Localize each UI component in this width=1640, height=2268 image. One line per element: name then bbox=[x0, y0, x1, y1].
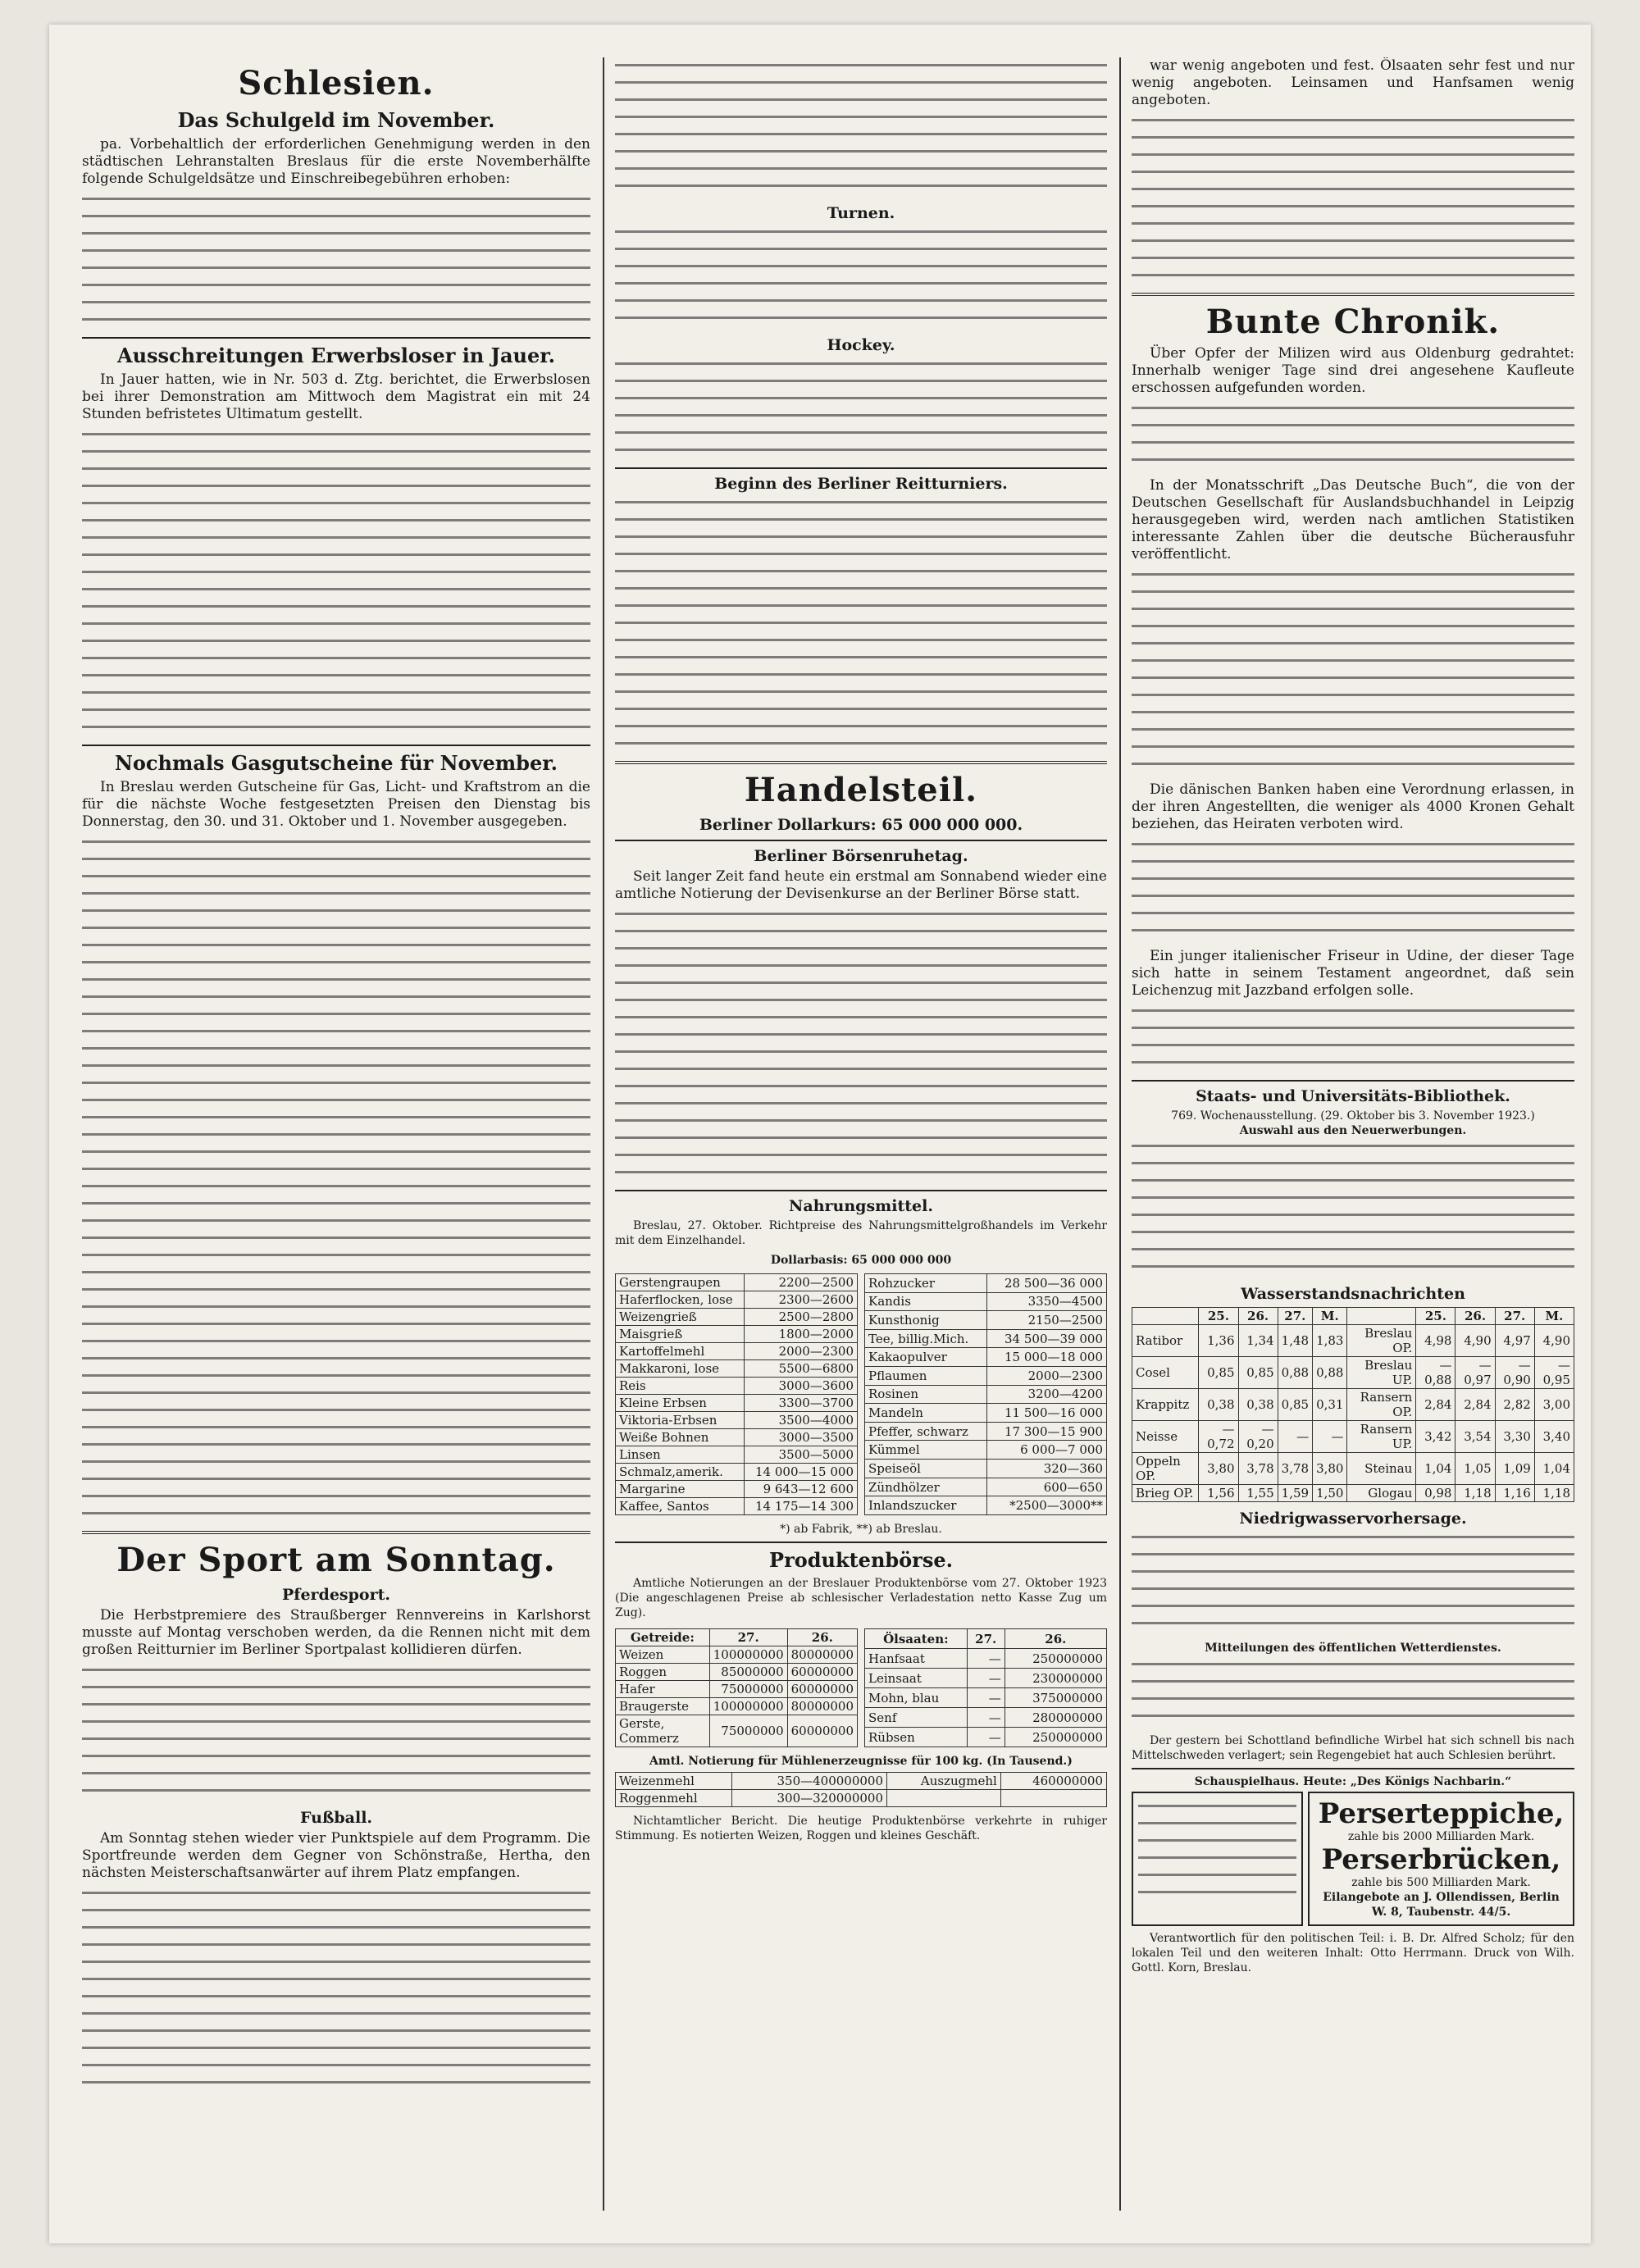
table-cell: 1,04 bbox=[1534, 1453, 1574, 1485]
table-header-cell: 27. bbox=[967, 1629, 1004, 1649]
table-row bbox=[1132, 1485, 1574, 1502]
table-row bbox=[865, 1688, 1107, 1708]
table-header-cell: 26. bbox=[1456, 1308, 1495, 1325]
table-cell: Breslau OP. bbox=[1347, 1325, 1416, 1357]
table-cell: 9 643—12 600 bbox=[745, 1481, 858, 1498]
headline-wasserstand: Wasserstandsnachrichten bbox=[1241, 1285, 1465, 1303]
table-cell: 1,18 bbox=[1534, 1485, 1574, 1502]
table-row bbox=[616, 1698, 858, 1715]
table-cell: 11 500—16 000 bbox=[986, 1404, 1106, 1423]
table-cell: Schmalz,amerik. bbox=[616, 1464, 745, 1481]
table-cell: Mandeln bbox=[865, 1404, 987, 1423]
table-cell: Zündhölzer bbox=[865, 1478, 987, 1496]
table-header-cell: 26. bbox=[787, 1629, 857, 1646]
table-cell: 250000000 bbox=[1004, 1649, 1106, 1669]
article-body bbox=[615, 496, 1107, 754]
table-cell: 3,54 bbox=[1456, 1421, 1495, 1453]
bibliothek-sub: 769. Wochenausstellung. (29. Oktober bis 3. November 1923.) bbox=[1171, 1109, 1535, 1123]
table-cell: 3300—3700 bbox=[745, 1395, 858, 1412]
table-cell: Kandis bbox=[865, 1292, 987, 1311]
article-body bbox=[82, 1664, 590, 1801]
table-cell: — bbox=[967, 1728, 1004, 1747]
table-row bbox=[865, 1649, 1107, 1669]
table-cell: Glogau bbox=[1347, 1485, 1416, 1502]
table-cell: Neisse bbox=[1132, 1421, 1199, 1453]
article-body bbox=[82, 193, 590, 330]
table-cell: Haferflocken, lose bbox=[616, 1291, 745, 1309]
schauspielhaus-notice: Schauspielhaus. Heute: „Des Königs Nachbarin.“ bbox=[1194, 1775, 1512, 1788]
headline-wetter: Mitteilungen des öffentlichen Wetterdienstes. bbox=[1205, 1642, 1501, 1655]
table-cell: 350—400000000 bbox=[732, 1773, 887, 1790]
table-cell: — bbox=[1313, 1421, 1347, 1453]
table-cell: Senf bbox=[865, 1708, 968, 1728]
table-cell: 100000000 bbox=[709, 1646, 787, 1664]
table-cell: 3,80 bbox=[1313, 1453, 1347, 1485]
food-price-table-right bbox=[864, 1273, 1107, 1515]
ad-perserteppiche bbox=[1308, 1792, 1574, 1926]
table-row bbox=[616, 1309, 858, 1326]
table-cell: 4,97 bbox=[1495, 1325, 1534, 1357]
table-cell: 230000000 bbox=[1004, 1669, 1106, 1688]
table-row bbox=[1132, 1453, 1574, 1485]
table-cell: 1,56 bbox=[1199, 1485, 1238, 1502]
table-cell: 4,98 bbox=[1416, 1325, 1456, 1357]
table-row bbox=[616, 1326, 858, 1343]
table-cell: Kakaopulver bbox=[865, 1348, 987, 1367]
article-body bbox=[1132, 402, 1574, 471]
table-row bbox=[1132, 1325, 1574, 1357]
article-text: In Breslau werden Gutscheine für Gas, Licht- und Kraftstrom an die für die nächste Woche festgesetzten Preisen den Dienstag bis Donnerstag, den 30. und 31. Oktober und 1. November ausgegeben. bbox=[82, 779, 590, 830]
table-cell: 2000—2300 bbox=[745, 1343, 858, 1360]
table-cell: 460000000 bbox=[1000, 1773, 1106, 1790]
ad-subtitle: zahle bis 500 Milliarden Mark. bbox=[1351, 1876, 1531, 1889]
table-cell: 250000000 bbox=[1004, 1728, 1106, 1747]
table-cell: Kleine Erbsen bbox=[616, 1395, 745, 1412]
table-cell: —0,20 bbox=[1238, 1421, 1278, 1453]
article-text: Nichtamtlicher Bericht. Die heutige Produktenbörse verkehrte in ruhiger Stimmung. Es notierten Weizen, Roggen und kleines Geschäft. bbox=[615, 1815, 1107, 1842]
table-row bbox=[1132, 1389, 1574, 1421]
table-cell: 0,88 bbox=[1278, 1357, 1312, 1389]
article-text: Amtliche Notierungen an der Breslauer Produktenbörse vom 27. Oktober 1923 (Die angeschlagenen Preise ab schlesischer Verladestation netto Kasse Zug um Zug). bbox=[615, 1577, 1107, 1619]
table-cell: 3500—5000 bbox=[745, 1446, 858, 1464]
table-cell: 80000000 bbox=[787, 1698, 857, 1715]
table-cell: 3000—3600 bbox=[745, 1378, 858, 1395]
chronik-item: Über Opfer der Milizen wird aus Oldenburg gedrahtet: Innerhalb weniger Tage sind drei angesehene Kaufleute erschossen aufgefunden worden. bbox=[1132, 345, 1574, 396]
food-price-table-left bbox=[615, 1273, 858, 1515]
table-cell: Breslau UP. bbox=[1347, 1357, 1416, 1389]
chronik-item: In der Monatsschrift „Das Deutsche Buch“, die von der Deutschen Gesellschaft für Auslandsbuchhandel in Leipzig herausgegeben wird, werden nach amtlichen Statistiken interessante Zahlen über die deutsche Bücherausfuhr veröffentlicht. bbox=[1132, 477, 1574, 562]
table-header-cell: 26. bbox=[1238, 1308, 1278, 1325]
table-cell: 1800—2000 bbox=[745, 1326, 858, 1343]
table-cell: 0,98 bbox=[1416, 1485, 1456, 1502]
article-text: Der gestern bei Schottland befindliche Wirbel hat sich schnell bis nach Mittelschweden verlagert; sein Regengebiet hat auch Schlesien berührt. bbox=[1132, 1734, 1574, 1762]
table-header-cell: 26. bbox=[1004, 1629, 1106, 1649]
article-body bbox=[615, 908, 1107, 1183]
article-body bbox=[1132, 1140, 1574, 1277]
table-cell: — bbox=[967, 1708, 1004, 1728]
table-header-cell: 27. bbox=[1495, 1308, 1534, 1325]
table-cell: Speiseöl bbox=[865, 1460, 987, 1478]
column-middle bbox=[615, 57, 1107, 2211]
table-cell: 3000—3500 bbox=[745, 1429, 858, 1446]
table-cell: Brieg OP. bbox=[1132, 1485, 1199, 1502]
table-cell: 3,30 bbox=[1495, 1421, 1534, 1453]
newspaper-page bbox=[49, 25, 1591, 2243]
article-text: Seit langer Zeit fand heute ein erstmal am Sonnabend wieder eine amtliche Notierung der Devisenkurse an der Berliner Börse statt. bbox=[615, 868, 1107, 902]
table-cell: Weizengrieß bbox=[616, 1309, 745, 1326]
table-cell: 1,04 bbox=[1416, 1453, 1456, 1485]
ad-title: Perserbrücken, bbox=[1321, 1843, 1561, 1876]
table-cell: 0,31 bbox=[1313, 1389, 1347, 1421]
ad-contact: Eilangebote an J. Ollendissen, Berlin W. 8, Taubenstr. 44/5. bbox=[1323, 1891, 1560, 1919]
table-cell: 0,85 bbox=[1238, 1357, 1278, 1389]
table-header-cell: M. bbox=[1534, 1308, 1574, 1325]
table-header-cell: Getreide: bbox=[616, 1629, 710, 1646]
subhead-boersenruhetag: Berliner Börsenruhetag. bbox=[754, 847, 968, 865]
imprint: Verantwortlich für den politischen Teil: i. B. Dr. Alfred Scholz; für den lokalen Teil und den weiteren Inhalt: Otto Herrmann. Druck von Wilh. Gottl. Korn, Breslau. bbox=[1132, 1932, 1574, 1974]
table-cell: Reis bbox=[616, 1378, 745, 1395]
table-cell: 75000000 bbox=[709, 1715, 787, 1747]
muehle-title: Amtl. Notierung für Mühlenerzeugnisse für 100 kg. (In Tausend.) bbox=[649, 1755, 1073, 1768]
table-header-cell: 25. bbox=[1416, 1308, 1456, 1325]
table-cell: 14 000—15 000 bbox=[745, 1464, 858, 1481]
table-cell: Leinsaat bbox=[865, 1669, 968, 1688]
table-row bbox=[616, 1274, 858, 1291]
table-row bbox=[616, 1412, 858, 1429]
table-cell: 34 500—39 000 bbox=[986, 1329, 1106, 1348]
table-row bbox=[616, 1664, 858, 1681]
article-body bbox=[615, 225, 1107, 329]
table-cell: 3200—4200 bbox=[986, 1385, 1106, 1404]
table-row bbox=[865, 1274, 1107, 1293]
article-text: Die Herbstpremiere des Straußberger Rennvereins in Karlshorst musste auf Montag verschoben werden, da die Rennen nicht mit dem großen Reitturnier im Berliner Sportpalast kollidieren dürfen. bbox=[82, 1607, 590, 1658]
table-cell: Tee, billig.Mich. bbox=[865, 1329, 987, 1348]
table-header-cell: M. bbox=[1313, 1308, 1347, 1325]
table-row bbox=[616, 1464, 858, 1481]
table-cell: 300—320000000 bbox=[732, 1790, 887, 1807]
table-row bbox=[616, 1378, 858, 1395]
headline-schulgeld: Das Schulgeld im November. bbox=[177, 108, 495, 132]
table-cell: 2,82 bbox=[1495, 1389, 1534, 1421]
oelsaaten-table bbox=[864, 1628, 1107, 1747]
table-cell: Makkaroni, lose bbox=[616, 1360, 745, 1378]
table-cell: 0,85 bbox=[1278, 1389, 1312, 1421]
table-cell: 3,42 bbox=[1416, 1421, 1456, 1453]
table-cell bbox=[1000, 1790, 1106, 1807]
table-cell: Braugerste bbox=[616, 1698, 710, 1715]
table-cell: —0,97 bbox=[1456, 1357, 1495, 1389]
table-cell: — bbox=[967, 1669, 1004, 1688]
subhead-hockey: Hockey. bbox=[827, 336, 895, 354]
table-row bbox=[616, 1429, 858, 1446]
table-cell: 60000000 bbox=[787, 1681, 857, 1698]
article-body bbox=[1132, 114, 1574, 286]
headline-gasgutscheine: Nochmals Gasgutscheine für November. bbox=[114, 751, 558, 775]
table-cell: —0,95 bbox=[1534, 1357, 1574, 1389]
table-row bbox=[616, 1715, 858, 1747]
table-cell: Steinau bbox=[1347, 1453, 1416, 1485]
table-row bbox=[616, 1291, 858, 1309]
table-row bbox=[865, 1422, 1107, 1441]
dollarkurs: Berliner Dollarkurs: 65 000 000 000. bbox=[699, 816, 1023, 834]
headline-ausschreitungen: Ausschreitungen Erwerbsloser in Jauer. bbox=[116, 344, 556, 367]
getreide-table bbox=[615, 1628, 858, 1747]
table-cell: 4,90 bbox=[1456, 1325, 1495, 1357]
table-row bbox=[865, 1669, 1107, 1688]
article-text: Am Sonntag stehen wieder vier Punktspiele auf dem Programm. Die Sportfreunde werden dem Gegner von Schönstraße, Hertha, den nächsten Meisterschaftsanwärter auf ihrem Platz empfangen. bbox=[82, 1830, 590, 1881]
table-row bbox=[616, 1343, 858, 1360]
table-cell: 4,90 bbox=[1534, 1325, 1574, 1357]
table-cell: 75000000 bbox=[709, 1681, 787, 1698]
table-cell: 2,84 bbox=[1416, 1389, 1456, 1421]
table-cell: 375000000 bbox=[1004, 1688, 1106, 1708]
table-header-cell bbox=[1347, 1308, 1416, 1325]
article-text: Breslau, 27. Oktober. Richtpreise des Nahrungsmittelgroßhandels im Verkehr mit dem Einzelhandel. bbox=[615, 1219, 1107, 1247]
article-body bbox=[82, 836, 590, 1524]
table-cell: Ratibor bbox=[1132, 1325, 1199, 1357]
table-cell: Pflaumen bbox=[865, 1367, 987, 1386]
table-cell: 100000000 bbox=[709, 1698, 787, 1715]
headline-bibliothek: Staats- und Universitäts-Bibliothek. bbox=[1196, 1087, 1510, 1105]
section-title-handelsteil: Handelsteil. bbox=[744, 771, 978, 809]
table-cell bbox=[887, 1790, 1001, 1807]
table-cell: 1,59 bbox=[1278, 1485, 1312, 1502]
table-cell: Gerstengraupen bbox=[616, 1274, 745, 1291]
table-row bbox=[865, 1441, 1107, 1460]
subhead-reitturnier: Beginn des Berliner Reitturniers. bbox=[714, 475, 1008, 493]
article-body bbox=[615, 59, 1107, 197]
table-row bbox=[865, 1708, 1107, 1728]
subhead-fussball: Fußball. bbox=[299, 1809, 373, 1827]
weather-table bbox=[1132, 1658, 1574, 1727]
table-cell: 17 300—15 900 bbox=[986, 1422, 1106, 1441]
table-cell: 2000—2300 bbox=[986, 1367, 1106, 1386]
table-row bbox=[865, 1348, 1107, 1367]
subhead-nahrungsmittel: Nahrungsmittel. bbox=[789, 1197, 933, 1215]
table-cell: Ransern OP. bbox=[1347, 1389, 1416, 1421]
table-cell: 1,83 bbox=[1313, 1325, 1347, 1357]
table-cell: 0,88 bbox=[1313, 1357, 1347, 1389]
table-cell: 1,16 bbox=[1495, 1485, 1534, 1502]
table-cell: 3350—4500 bbox=[986, 1292, 1106, 1311]
table-cell: Kunsthonig bbox=[865, 1311, 987, 1330]
table-cell: Margarine bbox=[616, 1481, 745, 1498]
article-body bbox=[1132, 568, 1574, 775]
table-row bbox=[865, 1728, 1107, 1747]
table-cell: 28 500—36 000 bbox=[986, 1274, 1106, 1293]
table-cell: 320—360 bbox=[986, 1460, 1106, 1478]
table-row bbox=[865, 1496, 1107, 1515]
table-cell: 1,09 bbox=[1495, 1453, 1534, 1485]
table-header-cell bbox=[1132, 1308, 1199, 1325]
table-cell: Roggen bbox=[616, 1664, 710, 1681]
table-cell: 1,05 bbox=[1456, 1453, 1495, 1485]
table-cell: 1,36 bbox=[1199, 1325, 1238, 1357]
table-cell: 14 175—14 300 bbox=[745, 1498, 858, 1515]
small-ads bbox=[1132, 1792, 1303, 1926]
getreide-tables bbox=[615, 1625, 1107, 1754]
table-cell: 1,48 bbox=[1278, 1325, 1312, 1357]
table-cell: 3,78 bbox=[1278, 1453, 1312, 1485]
table-row bbox=[616, 1498, 858, 1515]
table-cell: Viktoria-Erbsen bbox=[616, 1412, 745, 1429]
table-header-cell: 25. bbox=[1199, 1308, 1238, 1325]
table-cell: 60000000 bbox=[787, 1664, 857, 1681]
table-cell: Kümmel bbox=[865, 1441, 987, 1460]
table-cell: 0,38 bbox=[1238, 1389, 1278, 1421]
table-cell: 600—650 bbox=[986, 1478, 1106, 1496]
table-row bbox=[865, 1311, 1107, 1330]
table-cell: 6 000—7 000 bbox=[986, 1441, 1106, 1460]
table-cell: *2500—3000** bbox=[986, 1496, 1106, 1515]
table-row bbox=[865, 1478, 1107, 1496]
article-text: pa. Vorbehaltlich der erforderlichen Genehmigung werden in den städtischen Lehranstalten Breslaus für die erste Novemberhälfte folgende Schulgeldsätze und Einschreibegebühren erhoben: bbox=[82, 136, 590, 187]
article-body bbox=[82, 1887, 590, 2084]
table-row bbox=[865, 1292, 1107, 1311]
table-cell: Hanfsaat bbox=[865, 1649, 968, 1669]
article-text: war wenig angeboten und fest. Ölsaaten sehr fest und nur wenig angeboten. Leinsamen und Hanfsamen wenig angeboten. bbox=[1132, 57, 1574, 108]
table-row bbox=[616, 1646, 858, 1664]
forecast-table bbox=[1132, 1531, 1574, 1634]
food-price-tables bbox=[615, 1270, 1107, 1522]
table-cell: Inlandszucker bbox=[865, 1496, 987, 1515]
table-cell: —0,72 bbox=[1199, 1421, 1238, 1453]
table-cell: 1,50 bbox=[1313, 1485, 1347, 1502]
column-left bbox=[82, 57, 590, 2211]
article-body bbox=[615, 358, 1107, 461]
table-cell: 3,78 bbox=[1238, 1453, 1278, 1485]
table-row bbox=[616, 1481, 858, 1498]
chronik-item: Ein junger italienischer Friseur in Udine, der dieser Tage sich hatte in seinem Testament angeordnet, daß sein Leichenzug mit Jazzband erfolgen solle. bbox=[1132, 948, 1574, 999]
table-row bbox=[616, 1446, 858, 1464]
article-text: In Jauer hatten, wie in Nr. 503 d. Ztg. berichtet, die Erwerbslosen bei ihrer Demonstration am Mittwoch dem Magistrat ein mit 24 Stunden befristetes Ultimatum gestellt. bbox=[82, 371, 590, 422]
table-row bbox=[616, 1395, 858, 1412]
table-cell: Kaffee, Santos bbox=[616, 1498, 745, 1515]
table-cell: 80000000 bbox=[787, 1646, 857, 1664]
subhead-pferdesport: Pferdesport. bbox=[282, 1586, 390, 1604]
table-cell: Krappitz bbox=[1132, 1389, 1199, 1421]
table-cell: 0,85 bbox=[1199, 1357, 1238, 1389]
table-cell: Roggenmehl bbox=[616, 1790, 732, 1807]
table-row bbox=[1132, 1357, 1574, 1389]
table-row bbox=[865, 1329, 1107, 1348]
table-cell: 1,55 bbox=[1238, 1485, 1278, 1502]
table-header-cell: 27. bbox=[1278, 1308, 1312, 1325]
table-cell: 2500—2800 bbox=[745, 1309, 858, 1326]
column-rule bbox=[1119, 57, 1121, 2211]
table-cell: 2150—2500 bbox=[986, 1311, 1106, 1330]
table-row bbox=[616, 1773, 1107, 1790]
table-cell: Weiße Bohnen bbox=[616, 1429, 745, 1446]
table-cell: Mohn, blau bbox=[865, 1688, 968, 1708]
table-row bbox=[616, 1360, 858, 1378]
advertisement-area bbox=[1132, 1792, 1574, 1926]
table-cell: 60000000 bbox=[787, 1715, 857, 1747]
table-row bbox=[865, 1367, 1107, 1386]
table-cell: 3,40 bbox=[1534, 1421, 1574, 1453]
table-row bbox=[865, 1404, 1107, 1423]
table-cell: Rübsen bbox=[865, 1728, 968, 1747]
table-row bbox=[616, 1681, 858, 1698]
ad-subtitle: zahle bis 2000 Milliarden Mark. bbox=[1347, 1830, 1535, 1843]
headline-niedrigwasser: Niedrigwasservorhersage. bbox=[1239, 1510, 1467, 1528]
bibliothek-sub2: Auswahl aus den Neuerwerbungen. bbox=[1239, 1124, 1467, 1137]
ad-text bbox=[1138, 1800, 1296, 1903]
column-rule bbox=[603, 57, 604, 2211]
table-cell: Kartoffelmehl bbox=[616, 1343, 745, 1360]
table-cell: 85000000 bbox=[709, 1664, 787, 1681]
table-cell: Cosel bbox=[1132, 1357, 1199, 1389]
table-row bbox=[616, 1790, 1107, 1807]
table-cell: Rohzucker bbox=[865, 1274, 987, 1293]
table-cell: 3,80 bbox=[1199, 1453, 1238, 1485]
table-cell: Rosinen bbox=[865, 1385, 987, 1404]
muehle-table bbox=[615, 1772, 1107, 1807]
table-cell: 1,18 bbox=[1456, 1485, 1495, 1502]
headline-sport: Der Sport am Sonntag. bbox=[116, 1541, 556, 1579]
table-cell: 1,34 bbox=[1238, 1325, 1278, 1357]
section-title-bunte-chronik: Bunte Chronik. bbox=[1205, 303, 1501, 341]
table-cell: Maisgrieß bbox=[616, 1326, 745, 1343]
table-cell: 2300—2600 bbox=[745, 1291, 858, 1309]
chronik-item: Die dänischen Banken haben eine Verordnung erlassen, in der ihren Angestellten, die weniger als 4000 Kronen Gehalt beziehen, das Heiraten verboten wird. bbox=[1132, 781, 1574, 832]
section-title-schlesien: Schlesien. bbox=[238, 64, 435, 102]
column-right bbox=[1132, 57, 1574, 2211]
table-cell: Linsen bbox=[616, 1446, 745, 1464]
table-row bbox=[1132, 1421, 1574, 1453]
article-body bbox=[1132, 1004, 1574, 1073]
food-note: *) ab Fabrik, **) ab Breslau. bbox=[780, 1523, 942, 1536]
table-cell: — bbox=[967, 1649, 1004, 1669]
table-cell: 15 000—18 000 bbox=[986, 1348, 1106, 1367]
table-cell: Auszugmehl bbox=[887, 1773, 1001, 1790]
table-cell: 2200—2500 bbox=[745, 1274, 858, 1291]
table-cell: Ransern UP. bbox=[1347, 1421, 1416, 1453]
wasserstand-table bbox=[1132, 1307, 1574, 1502]
ad-title: Perserteppiche, bbox=[1318, 1797, 1565, 1830]
table-cell: 2,84 bbox=[1456, 1389, 1495, 1421]
table-cell: — bbox=[1278, 1421, 1312, 1453]
article-body bbox=[1132, 838, 1574, 941]
table-cell: 3,00 bbox=[1534, 1389, 1574, 1421]
table-row bbox=[865, 1385, 1107, 1404]
article-body bbox=[82, 428, 590, 738]
table-cell: Oppeln OP. bbox=[1132, 1453, 1199, 1485]
table-cell: 3500—4000 bbox=[745, 1412, 858, 1429]
headline-produktenboerse: Produktenbörse. bbox=[769, 1548, 953, 1572]
table-cell: Pfeffer, schwarz bbox=[865, 1422, 987, 1441]
table-row bbox=[865, 1460, 1107, 1478]
table-cell: 5500—6800 bbox=[745, 1360, 858, 1378]
table-header-cell: 27. bbox=[709, 1629, 787, 1646]
table-cell: 0,38 bbox=[1199, 1389, 1238, 1421]
table-cell: Gerste, Commerz bbox=[616, 1715, 710, 1747]
table-cell: —0,90 bbox=[1495, 1357, 1534, 1389]
subhead-turnen: Turnen. bbox=[827, 204, 895, 222]
table-cell: Weizen bbox=[616, 1646, 710, 1664]
table-header-cell: Ölsaaten: bbox=[865, 1629, 968, 1649]
dollarbasis: Dollarbasis: 65 000 000 000 bbox=[770, 1254, 952, 1267]
table-cell: Weizenmehl bbox=[616, 1773, 732, 1790]
table-cell: —0,88 bbox=[1416, 1357, 1456, 1389]
table-cell: Hafer bbox=[616, 1681, 710, 1698]
table-cell: — bbox=[967, 1688, 1004, 1708]
table-cell: 280000000 bbox=[1004, 1708, 1106, 1728]
